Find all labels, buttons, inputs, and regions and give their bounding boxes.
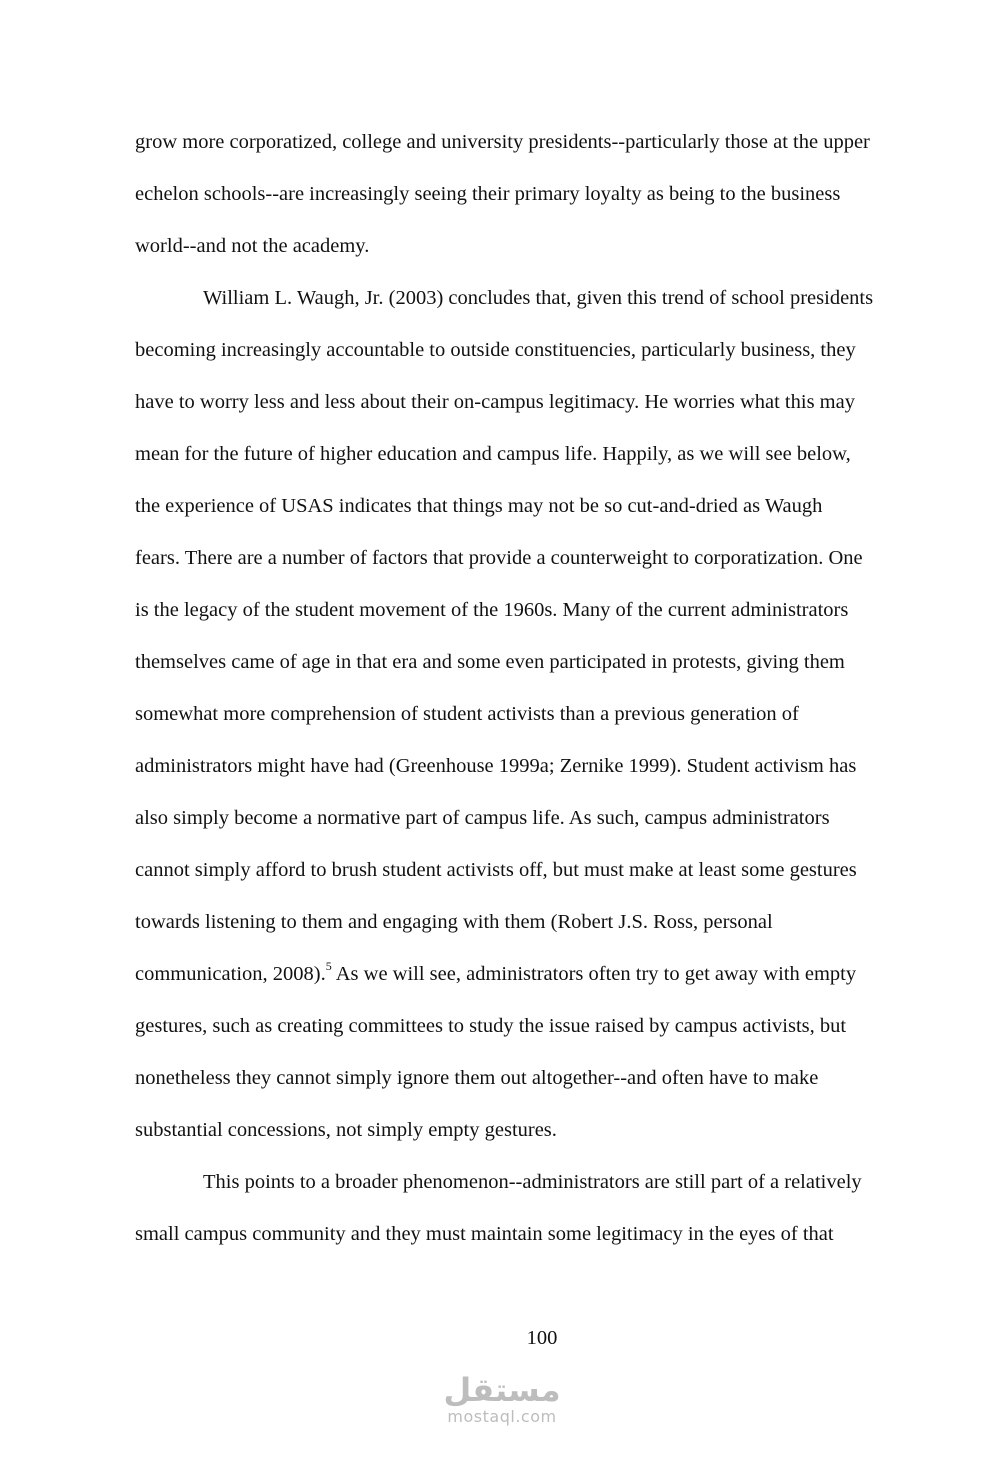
text-line: William L. Waugh, Jr. (2003) concludes that, given this trend of school presidents	[203, 287, 874, 309]
text-line: gestures, such as creating committees to study the issue raised by campus activists, but	[135, 1015, 847, 1037]
text-line: world--and not the academy.	[135, 235, 370, 257]
text-line: the experience of USAS indicates that things may not be so cut-and-dried as Waugh	[135, 495, 823, 517]
footnote-marker[interactable]: 5	[325, 959, 332, 974]
text-line: have to worry less and less about their on-campus legitimacy. He worries what this may	[135, 391, 855, 413]
text-line: towards listening to them and engaging with them (Robert J.S. Ross, personal	[135, 911, 773, 933]
text-line: nonetheless they cannot simply ignore them out altogether--and often have to make	[135, 1067, 819, 1089]
text-line: echelon schools--are increasingly seeing their primary loyalty as being to the business	[135, 183, 841, 205]
text-line: is the legacy of the student movement of the 1960s. Many of the current administrators	[135, 599, 849, 621]
footnote-line	[135, 948, 955, 1000]
page-number: 100	[526, 1327, 558, 1349]
text-line: grow more corporatized, college and university presidents--particularly those at the upper	[135, 131, 870, 153]
text-line: themselves came of age in that era and some even participated in protests, giving them	[135, 651, 845, 673]
text-line: substantial concessions, not simply empty gestures.	[135, 1119, 557, 1141]
text-line: administrators might have had (Greenhouse 1999a; Zernike 1999). Student activism has	[135, 755, 857, 777]
text-segment: communication, 2008).	[135, 963, 326, 985]
text-segment: As we will see, administrators often try to get away with empty	[331, 963, 857, 985]
watermark-url: mostaql.com	[447, 1407, 557, 1426]
text-line: small campus community and they must maintain some legitimacy in the eyes of that	[135, 1223, 834, 1245]
text-line: becoming increasingly accountable to outside constituencies, particularly business, they	[135, 339, 856, 361]
text-line: also simply become a normative part of campus life. As such, campus administrators	[135, 807, 830, 829]
text-line: fears. There are a number of factors that provide a counterweight to corporatization. One	[135, 547, 863, 569]
text-line: cannot simply afford to brush student activists off, but must make at least some gestures	[135, 859, 857, 881]
text-line: somewhat more comprehension of student activists than a previous generation of	[135, 703, 799, 725]
text-line: mean for the future of higher education and campus life. Happily, as we will see below,	[135, 443, 851, 465]
watermark-logo	[430, 1372, 574, 1426]
document-body	[135, 116, 955, 1260]
text-line: This points to a broader phenomenon--administrators are still part of a relatively	[203, 1171, 862, 1193]
watermark-arabic-text: مستقل	[443, 1371, 561, 1409]
